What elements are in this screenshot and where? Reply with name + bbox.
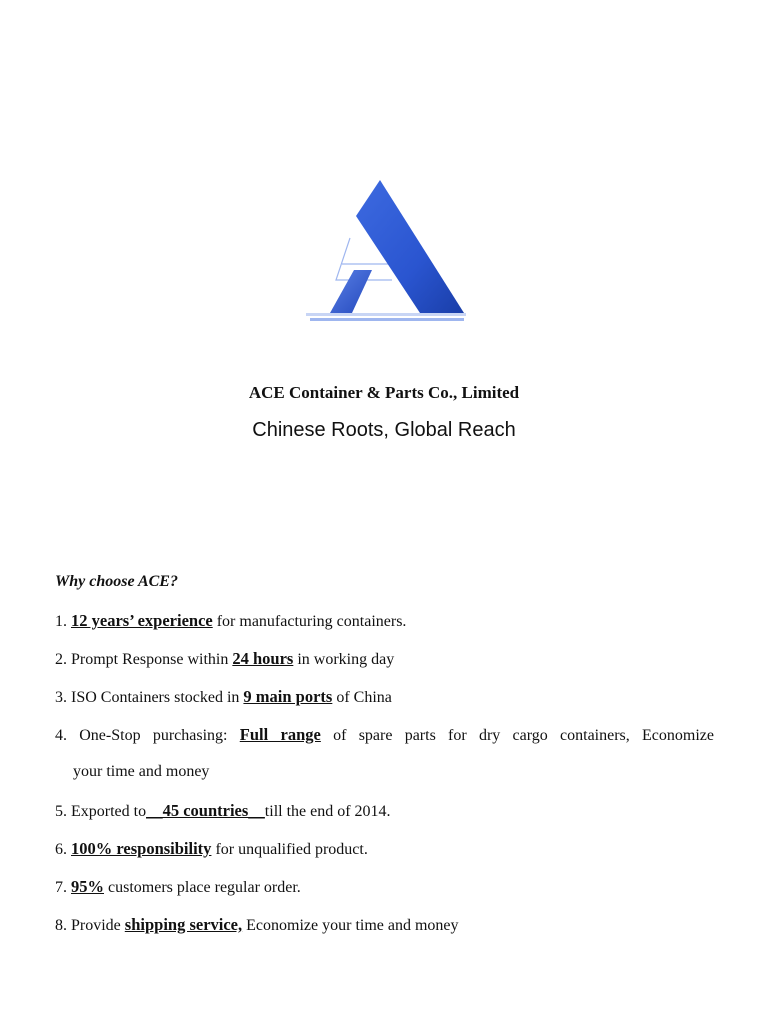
item-text-after: for manufacturing containers. xyxy=(216,613,407,630)
item-text-before: ISO Containers stocked in xyxy=(71,689,240,706)
item-text-before: Prompt Response within xyxy=(71,651,229,668)
reason-item xyxy=(55,725,714,745)
item-text-after: Economize your time and money xyxy=(246,917,459,934)
reason-item xyxy=(55,877,301,897)
item-number: 2. xyxy=(55,651,67,668)
item-text-after: of China xyxy=(336,689,392,706)
company-tagline: Chinese Roots, Global Reach xyxy=(252,419,516,441)
reason-item xyxy=(55,839,368,859)
item-text-before: One-Stop purchasing: xyxy=(79,727,228,744)
company-name: ACE Container & Parts Co., Limited xyxy=(248,383,520,402)
item-number: 7. xyxy=(55,879,67,896)
reason-item xyxy=(55,687,392,707)
item-text-after: in working day xyxy=(297,651,395,668)
item-highlight: shipping service, xyxy=(124,915,243,934)
item-number: 5. xyxy=(55,803,67,820)
item-number: 8. xyxy=(55,917,67,934)
item-highlight: 24 hours xyxy=(232,649,294,668)
item-text-after: till the end of 2014. xyxy=(264,803,391,820)
ace-logo xyxy=(296,178,472,324)
item-text-before: Provide xyxy=(71,917,121,934)
item-number: 6. xyxy=(55,841,67,858)
item-highlight: 12 years’ experience xyxy=(71,611,213,630)
why-choose-heading: Why choose ACE? xyxy=(55,573,178,590)
reason-item xyxy=(55,801,391,821)
item-highlight: 95% xyxy=(71,877,104,896)
item-number: 1. xyxy=(55,613,67,630)
reason-item xyxy=(55,611,406,631)
item-text-after: customers place regular order. xyxy=(108,879,301,896)
reason-item-continuation: your time and money xyxy=(73,763,210,780)
item-highlight: Full range xyxy=(239,725,321,744)
reason-item xyxy=(55,915,459,935)
item-highlight: 100% responsibility xyxy=(71,839,212,858)
item-text-after: for unqualified product. xyxy=(215,841,368,858)
item-number: 3. xyxy=(55,689,67,706)
item-text-after: of spare parts for dry cargo containers, Economize xyxy=(333,727,714,744)
item-highlight: 9 main ports xyxy=(243,687,333,706)
item-highlight: __45 countries__ xyxy=(146,801,265,820)
reason-item xyxy=(55,649,394,669)
item-number: 4. xyxy=(55,727,67,744)
item-text-before: Exported to xyxy=(71,803,147,820)
